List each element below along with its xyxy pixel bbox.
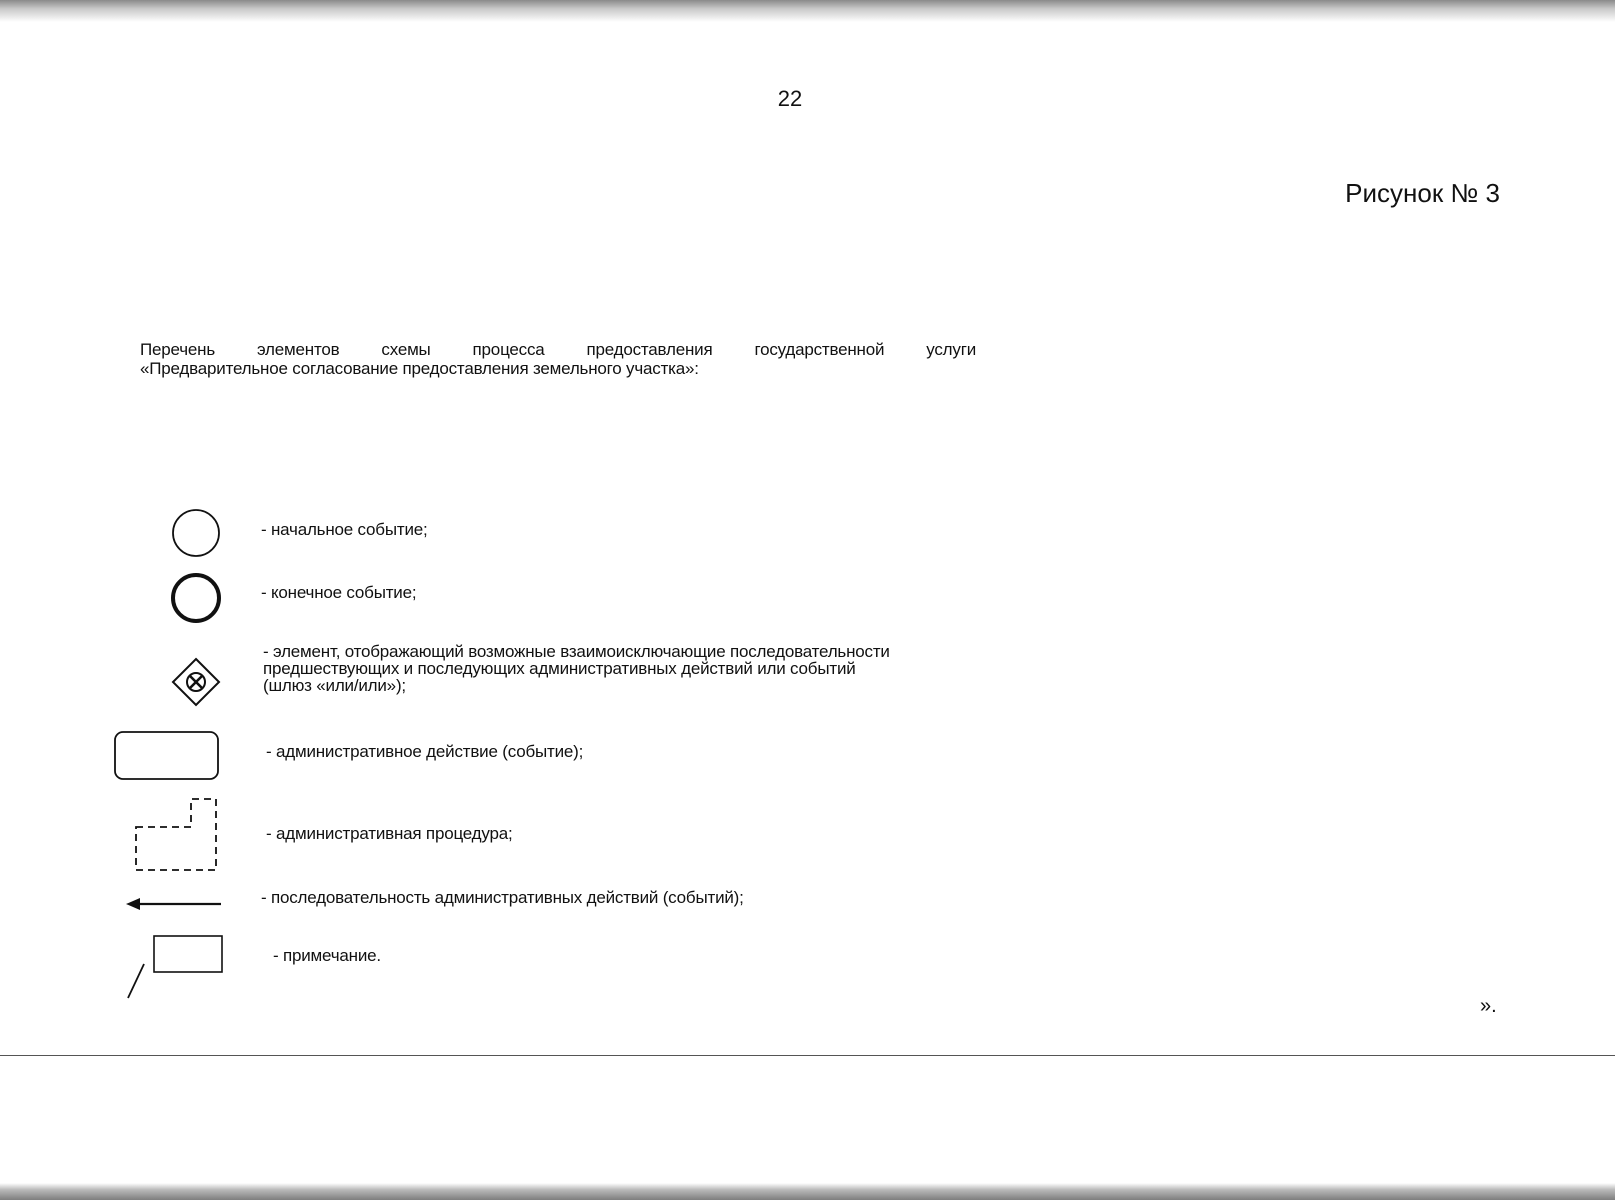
dashed-shape-icon — [134, 797, 220, 873]
legend-gateway-line-2: предшествующих и последующих административных действий или событий — [263, 659, 856, 678]
legend-gateway-line-3: (шлюз «или/или»); — [263, 676, 406, 695]
legend-gateway-line-1: - элемент, отображающий возможные взаимоисключающие последовательности — [263, 642, 890, 661]
scan-edge-top — [0, 0, 1615, 22]
closing-quote: ». — [1480, 995, 1497, 1017]
intro-line-1: Перечень элементов схемы процесса предоставления государственной услуги — [140, 340, 976, 359]
rounded-rectangle-icon — [114, 731, 220, 781]
legend-start-event: - начальное событие; — [261, 520, 428, 539]
legend-sequence: - последовательность административных действий (событий); — [261, 888, 744, 907]
scan-edge-bottom — [0, 1183, 1615, 1200]
note-annotation-icon — [126, 934, 226, 1000]
arrow-left-icon — [126, 894, 222, 914]
intro-line-2: «Предварительное согласование предоставления земельного участка»: — [140, 359, 699, 378]
legend-action: - административное действие (событие); — [266, 742, 584, 761]
thin-circle-icon — [170, 507, 222, 559]
legend-gateway — [263, 643, 890, 694]
intro-paragraph — [140, 340, 976, 378]
legend-end-event: - конечное событие; — [261, 583, 417, 602]
legend-note: - примечание. — [273, 946, 381, 965]
diamond-x-icon — [172, 658, 220, 706]
page-divider-line — [0, 1055, 1615, 1056]
figure-label: Рисунок № 3 — [1345, 178, 1500, 208]
legend-procedure: - административная процедура; — [266, 824, 513, 843]
thick-circle-icon — [170, 572, 222, 624]
page-number: 22 — [777, 86, 803, 111]
